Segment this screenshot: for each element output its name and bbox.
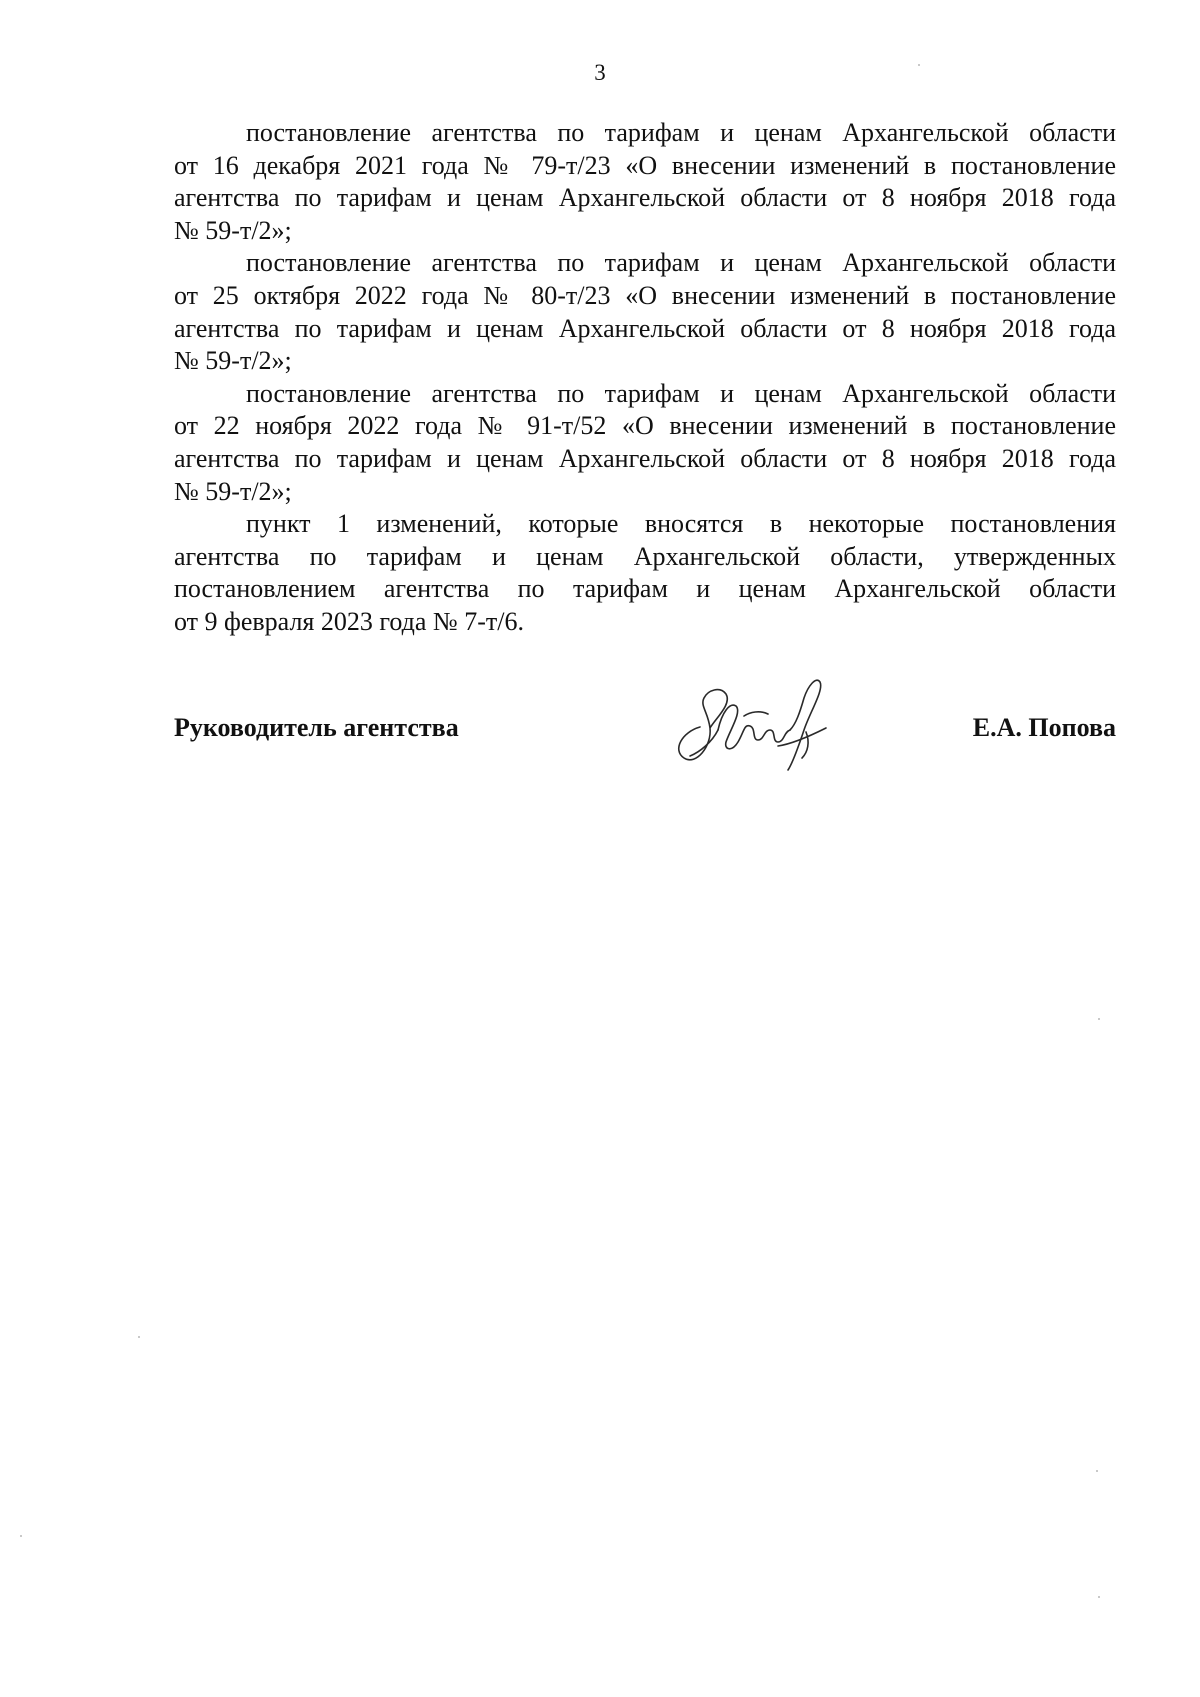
paragraph-line: от 25 октября 2022 года № 80-т/23 «О внесении изменений в постановление — [174, 280, 1116, 310]
paragraph-line: от 22 ноября 2022 года № 91-т/52 «О внесении изменений в постановление — [174, 411, 1116, 441]
paragraph-3 — [174, 378, 1116, 508]
scan-speck — [1096, 1470, 1098, 1472]
paragraph-line: постановление агентства по тарифам и ценам Архангельской области — [246, 118, 1116, 147]
scan-speck — [138, 1336, 140, 1338]
scan-speck — [1098, 1596, 1100, 1598]
paragraph-line: № 59-т/2»; — [174, 346, 292, 376]
paragraph-line: от 16 декабря 2021 года № 79-т/23 «О внесении изменений в постановление — [174, 150, 1116, 180]
signatory-title: Руководитель агентства — [174, 713, 459, 742]
paragraph-line: постановление агентства по тарифам и ценам Архангельской области — [246, 378, 1116, 408]
signatory-name: Е.А. Попова — [972, 713, 1116, 742]
scan-speck — [918, 64, 920, 66]
paragraph-line: № 59-т/2»; — [174, 476, 292, 506]
paragraph-2 — [174, 247, 1116, 377]
paragraph-line: агентства по тарифам и ценам Архангельской области от 8 ноября 2018 года — [174, 443, 1116, 473]
paragraph-line: пункт 1 изменений, которые вносятся в некоторые постановления — [246, 509, 1116, 539]
paragraph-1 — [174, 117, 1116, 247]
paragraph-4 — [174, 508, 1116, 638]
paragraph-line: агентства по тарифам и ценам Архангельской области, утвержденных — [174, 541, 1116, 571]
paragraph-line: от 9 февраля 2023 года № 7-т/6. — [174, 606, 524, 636]
paragraph-line: № 59-т/2»; — [174, 215, 292, 245]
handwritten-signature-icon — [660, 672, 845, 772]
paragraph-line: агентства по тарифам и ценам Архангельской области от 8 ноября 2018 года — [174, 183, 1116, 213]
paragraph-line: постановление агентства по тарифам и ценам Архангельской области — [246, 248, 1116, 278]
scan-speck — [1098, 1018, 1100, 1020]
page-number: 3 — [594, 60, 606, 85]
signature-block — [174, 712, 1116, 752]
scan-speck — [20, 1535, 22, 1537]
paragraph-line: агентства по тарифам и ценам Архангельской области от 8 ноября 2018 года — [174, 313, 1116, 343]
paragraph-line: постановлением агентства по тарифам и ценам Архангельской области — [174, 574, 1116, 604]
document-body — [174, 117, 1116, 639]
